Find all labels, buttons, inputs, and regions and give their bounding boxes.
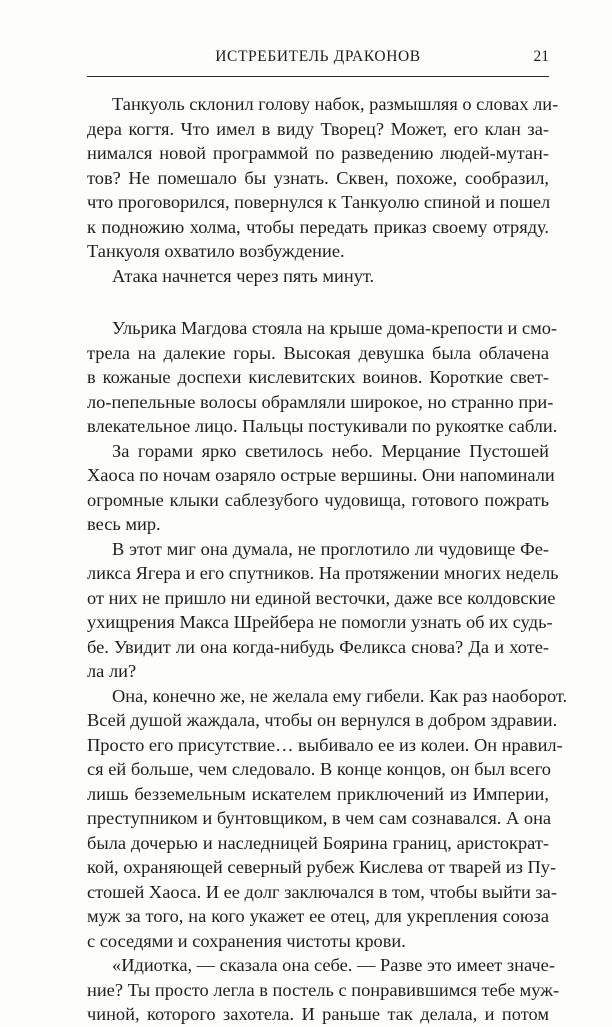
text-line: За горами ярко светилось небо. Мерцание Пустошей	[112, 440, 549, 461]
text-line: была дочерью и наследницей Боярина границ, аристократ-	[87, 832, 549, 853]
page-number: 21	[533, 48, 549, 65]
text-line: тов? Не помешало бы узнать. Сквен, похоже, сообразил,	[87, 167, 549, 188]
text-line: огромные клыки саблезубого чудовища, готового пожрать	[87, 489, 549, 510]
text-line: Просто его присутствие… выбивало ее из колеи. Он нравил-	[87, 734, 563, 755]
text-line: что проговорился, повернулся к Танкуолю спиной и пошел	[87, 192, 551, 212]
text-line: Атака начнется через пять минут.	[112, 265, 375, 286]
text-line: к подножию холма, чтобы передать приказ своему отряду.	[87, 216, 549, 237]
paragraph	[87, 439, 555, 537]
paragraph	[87, 537, 559, 684]
text-line: преступником и бунтовщиком, в чем сам сознавался. А она	[87, 808, 552, 828]
text-line: лишь безземельным искателем приключений из Империи,	[87, 783, 549, 804]
paragraph	[87, 92, 559, 264]
text-line: ухищрения Макса Шрейбера не помогли узнать об их судь-	[87, 612, 553, 632]
text-line: кой, охраняющей северный рубеж Кислева от тварей из Пу-	[87, 857, 557, 877]
text-line: с соседями и сохранения чистоты крови.	[87, 930, 406, 951]
text-line: ние? Ты просто легла в постель с понравившимся тебе муж-	[87, 979, 560, 1000]
text-line: Ульрика Магдова стояла на крыше дома-крепости и смо-	[112, 318, 558, 338]
section-break	[87, 288, 549, 316]
text-line: «Идиотка, — сказала она себе. — Разве это имеет значе-	[112, 955, 555, 975]
body-text	[87, 92, 568, 1027]
text-line: влекательное лицо. Пальцы постукивали по рукоятке сабли.	[87, 416, 558, 436]
running-header	[87, 44, 549, 77]
text-line: ла ли?	[87, 661, 137, 681]
text-line: нимался новой программой по разведению людей-мутан-	[87, 143, 549, 163]
text-line: дера когтя. Что имел в виду Творец? Может, его клан за-	[87, 118, 549, 139]
paragraph	[87, 953, 560, 1027]
text-line: стошей Хаоса. И ее долг заключался в том, чтобы выйти за-	[87, 881, 557, 902]
text-line: в кожаные доспехи кислевитских воинов. Короткие свет-	[87, 367, 549, 387]
text-line: ся ей больше, чем следовало. В конце концов, он был всего	[87, 759, 551, 779]
text-line: весь мир.	[87, 514, 161, 534]
text-line: трела на далекие горы. Высокая девушка была облачена	[87, 342, 549, 363]
text-line: ликса Ягера и его спутников. На протяжении многих недель	[87, 563, 559, 583]
paragraph	[87, 684, 568, 954]
text-line: Хаоса по ночам озаряло острые вершины. Они напоминали	[87, 465, 555, 485]
running-title: ИСТРЕБИТЕЛЬ ДРАКОНОВ	[215, 48, 421, 65]
text-line: Всей душой жаждала, чтобы он вернулся в добром здравии.	[87, 710, 558, 730]
text-line: В этот миг она думала, не проглотило ли чудовище Фе-	[112, 538, 549, 559]
text-line: Танкуоль склонил голову набок, размышляя о словах ли-	[112, 94, 559, 114]
text-line: от них не пришло ни единой весточки, даже все колдовские	[87, 587, 556, 608]
text-line: чиной, которого захотела. И раньше так делала, и потом	[87, 1004, 549, 1024]
text-line: Она, конечно же, не желала ему гибели. Как раз наоборот.	[112, 685, 568, 706]
text-line: муж за того, на кого укажет ее отец, для укрепления союза	[87, 906, 549, 926]
text-line: Танкуоля охватило возбуждение.	[87, 241, 345, 261]
text-line: ло-пепельные волосы обрамляли широкое, но странно при-	[87, 391, 554, 412]
text-line: бе. Увидит ли она когда-нибудь Феликса снова? Да и хоте-	[87, 636, 549, 657]
paragraph	[87, 264, 549, 289]
paragraph	[87, 316, 558, 439]
